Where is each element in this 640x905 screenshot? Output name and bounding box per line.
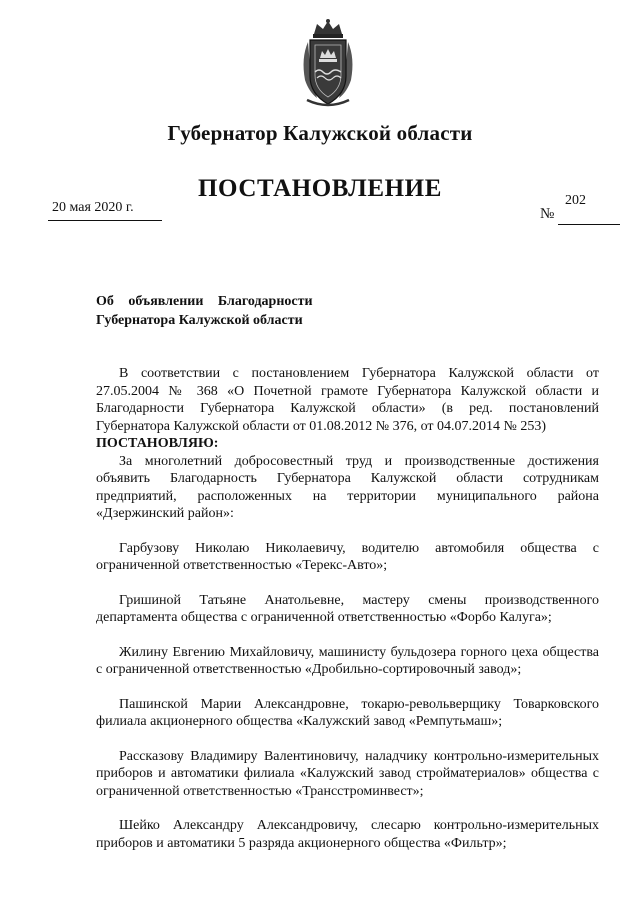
document-type-title: ПОСТАНОВЛЕНИЕ	[197, 175, 443, 202]
awardee-paragraph: Пашинской Марии Александровне, токарю-револьверщику Товарковского филиала акционерного общества «Калужский завод «Ремпутьмаш»;	[96, 696, 599, 729]
decree-body	[96, 365, 599, 852]
number-underline	[558, 224, 620, 225]
authority-title: Губернатор Калужской области	[167, 121, 473, 145]
subject-line-2: Губернатора Калужской области	[96, 313, 303, 328]
awardee-paragraph: Гришиной Татьяне Анатольевне, мастеру смены производственного департамента общества с ограниченной ответственностью «Форбо Калуга»;	[96, 592, 599, 625]
awardee-paragraph: Шейко Александру Александровичу, слесарю контрольно-измерительных приборов и автоматики 5 разряда акционерного общества «Фильтр»;	[96, 818, 599, 851]
date-underline	[48, 220, 162, 221]
coat-of-arms-icon	[297, 18, 359, 110]
awardee-paragraph: Гарбузову Николаю Николаевичу, водителю автомобиля общества с ограниченной ответственностью «Терекс-Авто»;	[96, 540, 599, 573]
decree-subject	[96, 292, 313, 330]
preamble-paragraph: В соответствии с постановлением Губернатора Калужской области от 27.05.2004 № 368 «О Почетной грамоте Губернатора Калужской области и Благодарности Губернатора Калужской области» (в ред. постановлений Губернатора Калужской области от 01.08.2012 № 376, от 04.07.2014 № 253)	[96, 366, 599, 434]
number-sign: №	[540, 206, 555, 222]
intro-paragraph: За многолетний добросовестный труд и производственные достижения объявить Благодарность Губернатора Калужской области сотрудникам предприятий, расположенных на территории муниципального района «Дзержинский район»:	[96, 453, 599, 521]
resolve-heading: ПОСТАНОВЛЯЮ:	[96, 436, 219, 451]
awardee-paragraph: Жилину Евгению Михайловичу, машинисту бульдозера горного цеха общества с ограниченной ответственностью «Дробильно-сортировочный завод»;	[96, 644, 599, 677]
decree-date: 20 мая 2020 г.	[52, 200, 134, 215]
decree-number: 202	[565, 193, 586, 208]
awardee-paragraph: Рассказову Владимиру Валентиновичу, наладчику контрольно-измерительных приборов и автоматики филиала «Калужский завод стройматериалов» общества с ограниченной ответственностью «Трансстроминвест»;	[96, 748, 599, 799]
subject-line-1: Об объявлении Благодарности	[96, 294, 313, 309]
